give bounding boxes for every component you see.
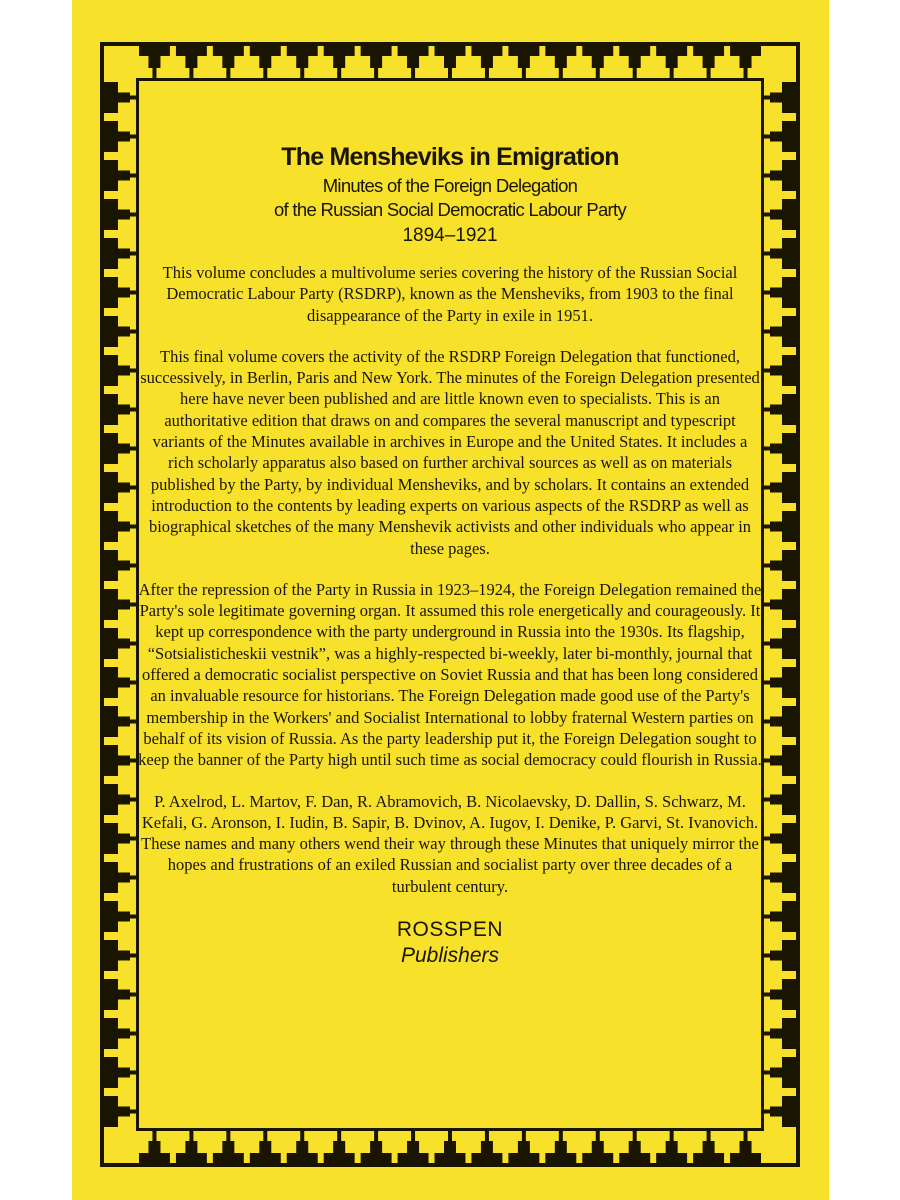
publisher-label: Publishers (400, 944, 500, 968)
paragraph-volume-description: This final volume covers the activity of the RSDRP Foreign Delegation that functioned, successively, in Berlin, Paris and New York. The minutes of the Foreign Delegation presented here have never been published and are little known even to specialists. This is an authoritative edition that draws on and compares the several manuscript and typescript variants of the Minutes available in archives in Europe and the United States. It includes a rich scholarly apparatus also based on further archival sources as well as on materials published by the Party, by individual Mensheviks, and by scholars. It contains an extended introduction to the contents by leading experts on various aspects of the RSDRP as well as biographical sketches of the many Menshevik activists and other individuals who appear in these pages. (140, 346, 760, 558)
book-subtitle-line-1: Minutes of the Foreign Delegation (322, 175, 578, 196)
book-title: The Mensheviks in Emigration (281, 143, 619, 171)
paragraph-historical-context: After the repression of the Party in Russia in 1923–1924, the Foreign Delegation remained the Party's sole legitimate governing organ. It assumed this role energetically and courageously. It kept up correspondence with the party underground in Russia into the 1930s. Its flagship, “Sotsialisticheskii vestnik”, was a highly-respected bi-weekly, later bi-monthly, journal that offered a democratic socialist perspective on Soviet Russia and that has been long considered an invaluable resource for historians. The Foreign Delegation made good use of the Party's membership in the Workers' and Socialist International to lobby fraternal Western parties on behalf of its vision of Russia. As the party leadership put it, the Foreign Delegation sought to keep the banner of the Party high until such time as social democracy could flourish in Russia. (138, 579, 762, 770)
paragraph-names: P. Axelrod, L. Martov, F. Dan, R. Abramovich, B. Nicolaevsky, D. Dallin, S. Schwarz, M. Kefali, G. Aronson, I. Iudin, B. Sapir, B. Dvinov, A. Iugov, I. Denike, P. Garvi, St. Ivanovich. These names and many others wend their way through these Minutes that uniquely mirror the hopes and frustrations of an exiled Russian and socialist party over three decades of a turbulent century. (141, 791, 759, 896)
paragraph-series-intro: This volume concludes a multivolume series covering the history of the Russian Social Democratic Labour Party (RSDRP), known as the Mensheviks, from 1903 to the final disappearance of the Party in exile in 1951. (162, 263, 738, 325)
publisher-name: ROSSPEN (396, 918, 504, 942)
book-years: 1894–1921 (402, 225, 498, 246)
cover-text (138, 140, 762, 969)
book-subtitle-line-2: of the Russian Social Democratic Labour Party (273, 199, 627, 220)
